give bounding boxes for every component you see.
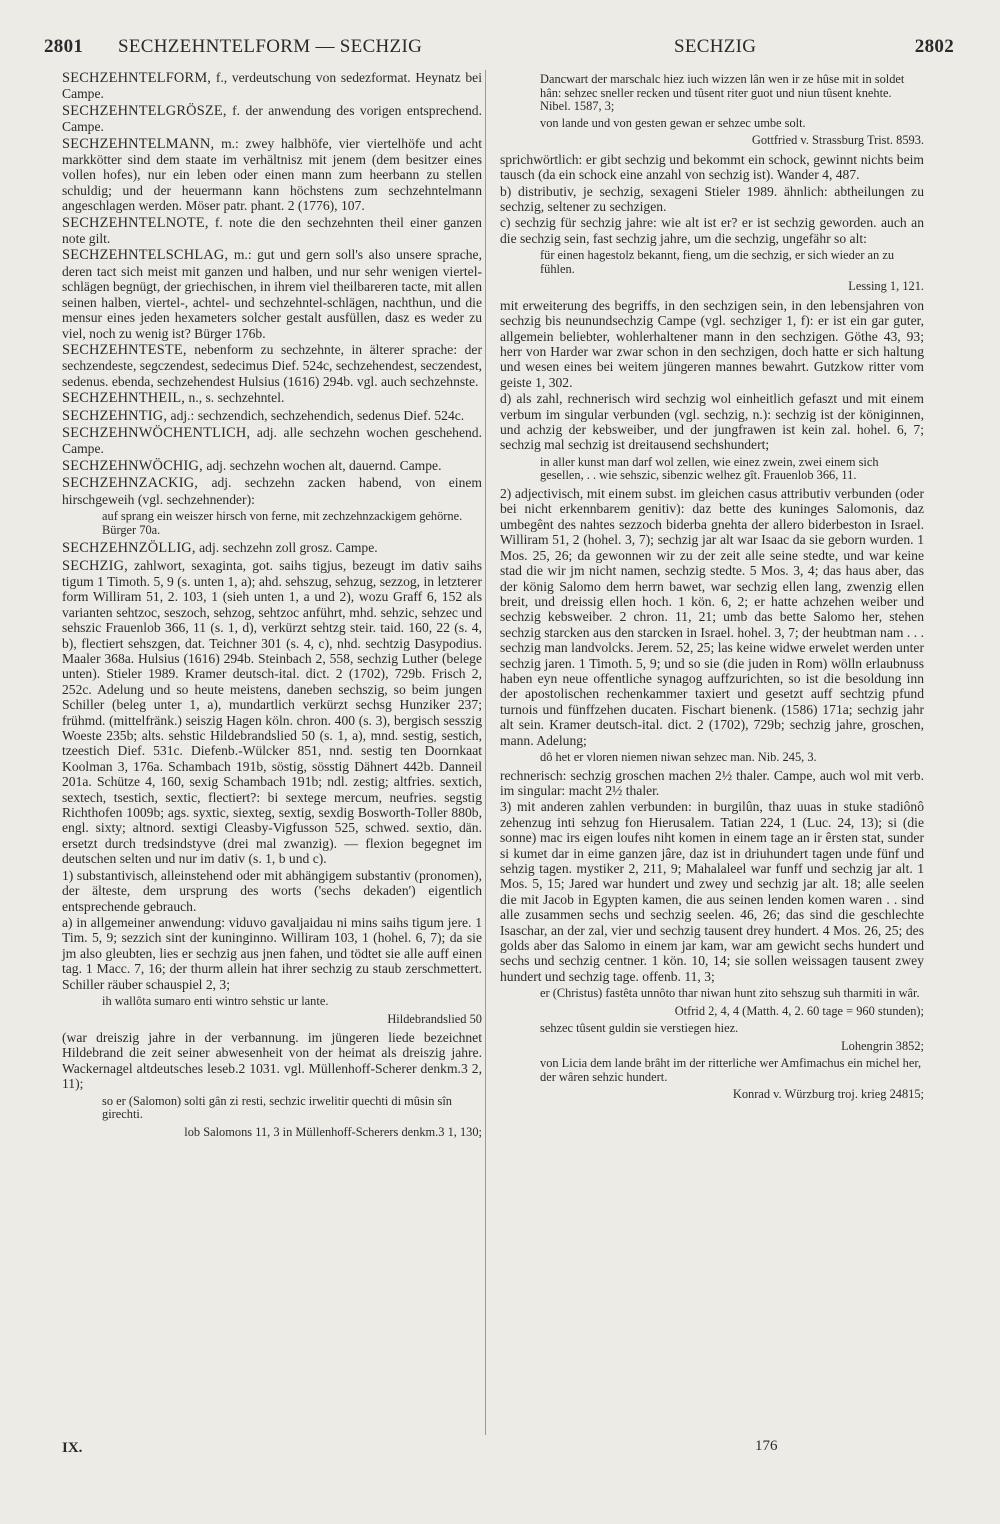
citation-source: Hildebrandslied 50 (387, 1011, 482, 1026)
entry-text: b) distributiv, je sechzig, sexageni Stieler 1989. ähnlich: abtheilungen zu sechzig, seltener zu sechzigen. (500, 183, 924, 214)
entry-text: adj. alle sechzehn wochen geschehend. Campe. (62, 424, 482, 457)
entry-paragraph (500, 768, 924, 799)
headword: SECHZEHNTHEIL, (62, 390, 186, 407)
headword: SECHZEHNTELSCHLAG, (62, 247, 229, 264)
entry-text: 2) adjectivisch, mit einem subst. im gleichen casus attributiv verbunden (oder bei nicht erkennbarem genitiv): daz bette des kuninges Salomonis, daz umbegênt des nahtes sezzoch biderba gnehta der allero biderbeston in Israel. Williram 51, 2 (hohel. 3, 7); sechzig jar alt war Isaac da sie geborn wurden. 1 Mos. 25, 26; da gewonnen wir zu der zeit alle seine stedte, und war keine stad die wir jm nicht namen, sechzig stedte. 5 Mos. 3, 4; das haus aber, das der könig Salomo dem herrn bawet, war sechzig ellen lang, zwenzig ellen breit, und dreissig ellen hoch. 1 kön. 6, 2; er hatte achzehen weiber und sechzig kebsweiber. 2 chron. 11, 21; umb das bette Salomo her, stehen sechzig starcken aus den starcken in Israel. hohel. 3, 7; der heubtman nam . . . sechzig man landvolcks. Jerem. 52, 25; las keine widwe erwelet werden unter sechzig jaren. 1 Timoth. 5, 9; und so sie (die juden in Rom) wölln erlaubnuss haben eyn neue offentliche synagog auffzurichten, so ist die besoldung inn der apostolischen rechenkammer taxiert und gesetzt auff sechtzig pfund turnois und fünffzehen ducaten. Fischart bienenk. (1586) 171a; sechzig jahr alt sein. Kramer deutsch-ital. dict. 2 (1702), 729b; sechzig jahre, groschen, mann. Adelung; (500, 486, 924, 748)
headword: SECHZEHNZÖLLIG, (62, 540, 196, 557)
entry-paragraph (500, 486, 924, 748)
entry-paragraph (500, 152, 924, 183)
entry-text: adj. sechzehn wochen alt, dauernd. Campe. (206, 457, 442, 473)
entry-text: n., s. sechzehntel. (188, 390, 285, 406)
entry-text: 3) mit anderen zahlen verbunden: in burgilûn, thaz uuas in stuke stadiônô zehenzug inti sehzug fon Hierusalem. Tatian 224, 1 (Luc. 24, 13); si (die sonne) mac irs eigen loufes niht komen in einem tage an ir êrsten stat, sunder si kumet dar in eime ganzen jâre, daz ist in driuhundert tagen unde fünf und sehzig tagen. mystiker 2, 211, 9; Mahalaleel war funff und sechzig jar alt. 1 Mos. 5, 15; Jared war hundert und zwey und sechzig jar alt. 18; alle seelen die mit Jacob in Egypten kamen, die aus seinen lenden komen waren . . sind alle zusammen sechs und sechzig seelen. 46, 26; das sind die geschlechte Isaschar, an der zal, vier und sechzig tausent drey hundert. 4 Mos. 26, 25; des golds aber das Salomo in einem jar kam, war am gewicht sechs hundert und sechs und sechzig centner. 1 kön. 10, 14; sie sollen weissagen tausent zwey hundert und sechzig tage. offenb. 11, 3; (500, 799, 924, 984)
citation-source: Lohengrin 3852; (841, 1038, 924, 1053)
dictionary-entry (62, 558, 482, 867)
dictionary-entry (62, 458, 482, 474)
headword: SECHZEHNTELGRÖSZE, (62, 102, 227, 119)
citation-source: Konrad v. Würzburg troj. krieg 24815; (732, 1087, 924, 1102)
entry-text: f., verdeutschung von sedezformat. Heynatz bei Campe. (62, 70, 482, 102)
entry-paragraph (500, 799, 924, 984)
headword: SECHZEHNTELMANN, (62, 135, 215, 152)
entry-text: f. note die den sechzehnten theil einer ganzen note gilt. (62, 214, 482, 247)
dictionary-entry (62, 103, 482, 135)
page-number-right: 2802 (914, 36, 954, 57)
left-column (62, 70, 482, 1143)
citation-source: Gottfried v. Strassburg Trist. 8593. (751, 133, 924, 148)
entry-text: d) als zahl, rechnerisch wird sechzig wol einheitlich gefaszt und mit einem verbum im singular verbunden (vgl. sechzig, n.): sechzig ist der königinnen, und achzig der kebsweiber, und der jungfrawen ist kein zal. hohel. 6, 7; sechzig mal sechzig ist dreitausend sechshundert; (500, 391, 924, 453)
entry-text: m.: zwey halbhöfe, vier viertelhöfe und acht markkötter sind dem staate im verhältnisz mit jenem (dem besitzer eines vollen hofes), nur ein leben oder einen mann zum heerbann zu stellen schuldig; und der heuermann kann höchstens zum sechzehntelmann angeschlagen werden. Möser patr. phant. 2 (1776), 107. (62, 135, 482, 214)
dictionary-entry (62, 215, 482, 247)
entry-text: adj. sechzehn zacken habend, von einem hirschgeweih (vgl. sechzehnender): (62, 475, 482, 507)
page-number-left: 2801 (44, 36, 84, 57)
dictionary-entry (62, 390, 482, 406)
entry-text: m.: gut und gern soll's also unsere sprache, deren tact sich meist mit ganzen und halben, und nur sehr wenigen viertel-schlägen begnügt, der griechischen, in ihrem viel theilbareren tacte, mit allen seinen halben, viertel-, achtel- und sechzehntel-schlägen, nachthun, und die mensur eines jeden hexameters solcher gestalt ausfüllen, dasz es weder zu viel, noch zu wenig ist? Bürger 176b. (62, 247, 482, 341)
entry-paragraph (62, 868, 482, 914)
entry-text: a) in allgemeiner anwendung: viduvo gavaljaidau ni mins saihs tigum jere. 1 Tim. 5, 9; sezzich sint der kuninginno. Williram 103, 1 (hohel. 6, 7); da sie jm also gleubten, lies er sechzig aus jnen fahen, und tödtet sie alle auff einen tag. 1 Macc. 7, 16; der thurm allein hat ihrer sechzig zu staub zerschmettert. Schiller räuber schauspiel 2, 3; (62, 914, 482, 992)
entry-text: mit erweiterung des begriffs, in den sechzigen sein, in den lebensjahren von sechzig bis neunundsechzig Campe (vgl. sechziger 1, f): er ist ein gar guter, allgemein beliebter, wohlerhaltener mann in den sechzigen. Göthe 43, 93; herr von Harder war zwar schon in den sechzigen, doch hatte er sich haltung und wesen eines bei weitem jüngeren mannes bewahrt. Gutzkow ritter vom geiste 1, 302. (500, 297, 924, 390)
citation-source: lob Salomons 11, 3 in Müllenhoff-Scherers denkm.3 1, 130; (184, 1124, 482, 1139)
quotation: ih wallôta sumaro enti wintro sehstic ur lante. (102, 993, 329, 1008)
headword: SECHZEHNTIG, (62, 407, 168, 424)
quotation: für einen hagestolz bekannt, fieng, um die sechzig, er sich wieder an zu fühlen. (540, 248, 895, 276)
headword: SECHZEHNTESTE, (62, 341, 187, 358)
entry-paragraph (500, 391, 924, 453)
dictionary-entry (62, 70, 482, 102)
page-header (44, 36, 954, 62)
dictionary-entry (62, 540, 482, 556)
quotation: von Licia dem lande brâht im der ritterliche wer Amfimachus ein michel her, der wâren sehzic hundert. (540, 1056, 922, 1084)
dictionary-entry (62, 425, 482, 457)
dictionary-entry (62, 408, 482, 424)
entry-text: (war dreiszig jahre in der verbannung. im jüngeren liede bezeichnet Hildebrand die zeit seiner abwesenheit von der heimat als dreiszig jahre. Wackernagel altdeutsches leseb.2 1031. vgl. Müllenhoff-Scherer denkm.3 2, 11); (62, 1029, 482, 1092)
entry-text: f. der anwendung des vorigen entsprechend. Campe. (62, 102, 482, 135)
entry-text: adj.: sechzendich, sechzehendich, sedenus Dief. 524c. (170, 407, 465, 423)
headword: SECHZEHNTELNOTE, (62, 214, 209, 231)
headword: SECHZEHNWÖCHENTLICH, (62, 424, 251, 441)
signature-mark: IX. (62, 1440, 83, 1456)
quotation: er (Christus) fastêta unnôto thar niwan hunt zito sehszug suh tharmiti in wâr. (540, 986, 920, 1001)
quotation: sehzec tûsent guldin sie verstiegen hiez. (540, 1021, 739, 1036)
entry-text: rechnerisch: sechzig groschen machen 2½ thaler. Campe, auch wol mit verb. im singular: macht 2½ thaler. (500, 767, 924, 798)
entry-text: sprichwörtlich: er gibt sechzig und bekommt ein schock, gewinnt nichts beim tausch (da ein schock eine anzahl von sechzig ist). Wander 4, 487. (500, 151, 924, 183)
entry-paragraph (500, 184, 924, 215)
entry-paragraph (62, 915, 482, 992)
sheet-number: 176 (755, 1438, 778, 1454)
citation-source: Otfrid 2, 4, 4 (Matth. 4, 2. 60 tage = 960 stunden); (674, 1003, 924, 1018)
dictionary-entry (62, 342, 482, 389)
quotation: in aller kunst man darf wol zellen, wie einez zwein, zwei einem sich gesellen, . . wie sehszic, sibenzic welhez gît. Frauenlob 366, 11. (540, 454, 879, 483)
right-column (500, 70, 924, 1106)
entry-paragraph (500, 215, 924, 246)
dictionary-entry (62, 136, 482, 214)
column-divider (485, 70, 486, 1435)
dictionary-entry (62, 247, 482, 340)
quotation: auf sprang ein weiszer hirsch von ferne, mit zechzehnzackigem gehörne. Bürger 70a. (102, 508, 463, 537)
citation-source: Lessing 1, 121. (848, 279, 924, 294)
dictionary-entry (62, 475, 482, 507)
headword: SECHZEHNTELFORM, (62, 70, 212, 86)
quotation: Dancwart der marschalc hiez iuch wizzen lân wen ir ze hûse mit in soldet hân: sehzec sneller recken und tûsent riter guot und niun tûsent knehte. Nibel. 1587, 3; (540, 72, 905, 114)
entry-paragraph (62, 1030, 482, 1092)
quotation: so er (Salomon) solti gân zi resti, sechzic irwelitir quechti di mûsin sîn girechti. (102, 1093, 452, 1122)
headword: SECHZEHNWÖCHIG, (62, 457, 203, 474)
running-title-right: SECHZIG (674, 36, 757, 57)
entry-text: adj. sechzehn zoll grosz. Campe. (199, 540, 378, 556)
headword: SECHZEHNZACKIG, (62, 475, 199, 492)
entry-text: zahlwort, sexaginta, got. saihs tigjus, bezeugt im dativ saihs tigum 1 Timoth. 5, 9 (s. unten 1, a); ahd. sehszug, sehzug, sezzog, in letzterer form Williram 51, 2. 103, 1 (sieh unten 1, a und 2), wozu Graff 6, 152 als varianten sehtzoc, seszoch, sehzog, sehtzoc anführt, mhd. sehzic, sehzec und sehszic Frauenlob 366, 11 (s. 1, d), verkürzt sehtzg steir. taid. 160, 22 (s. 4, b), flectiert sehszgen, dat. Teichner 301 (s. 4, c), nhd. sechtzig Dasypodius. Maaler 368a. Hulsius (1616) 294b. Steinbach 2, 558, sechzig Luther (belege unten). Stieler 1989. Kramer deutsch-ital. dict. 2 (1702), 729b. Frisch 2, 252c. Adelung und so heute meistens, daneben sechszig, so beim jungen Schiller (beleg unter 1, a), mundartlich verkürzt sechsg Hunziker 237; frühmd. (mittelfränk.) seiszig Hagen köln. chron. 400 (s. 3), bergisch sesszig Woeste 235b; alts. sehstic Hildebrandslied 50 (s. 1, a), mnd. sestig, sestich, tzeestich Dief. 531c. Diefenb.-Wülcker 851, nnd. sestig ten Doornkaat Koolman 3, 176a. Schambach 191b, söstig, sösstig Dähnert 442b. Danneil 201a. Schütze 4, 160, sexig Schambach 191b; ndl. zestig; altfries. sextich, sextech, tsestich, sextic, flectiert?: bi sextege mercum, neufries. segstig Richthofen 1009b; ags. syxtic, siexteg, sextig, sexdig Bosworth-Toller 880b, engl. sixty; altnord. sextigi Cleasby-Vigfusson 525, schwed. sextio, dän. ersetzt durch tredsindstyve (drei mal zwanzig). — flexion begegnet im deutschen selten und nur im dativ (s. 1, b und c). (62, 557, 482, 867)
running-title-left: SECHZEHNTELFORM — SECHZIG (118, 36, 423, 57)
quotation: von lande und von gesten gewan er sehzec umbe solt. (540, 115, 806, 130)
quotation: dô het er vloren niemen niwan sehzec man. Nib. 245, 3. (540, 749, 817, 764)
entry-paragraph (500, 298, 924, 390)
entry-text: nebenform zu sechzehnte, in älterer sprache: der sechzendeste, segczendest, sedecimus Dief. 524c, sechzehendest, seczendest, sedenus. ebenda, sechzehendest Hulsius (1616) 294b. vgl. auch sechzehnste. (62, 341, 482, 389)
entry-text: 1) substantivisch, alleinstehend oder mit abhängigem substantiv (pronomen), der älteste, dem ursprung des worts ('sechs dekaden') eigentlich entsprechende gebrauch. (62, 867, 482, 914)
entry-text: c) sechzig für sechzig jahre: wie alt ist er? er ist sechzig geworden. auch an die sechzig sein, fast sechzig jahre, um die sechzig, ungefähr so alt: (500, 215, 924, 246)
headword: SECHZIG, (62, 557, 128, 574)
